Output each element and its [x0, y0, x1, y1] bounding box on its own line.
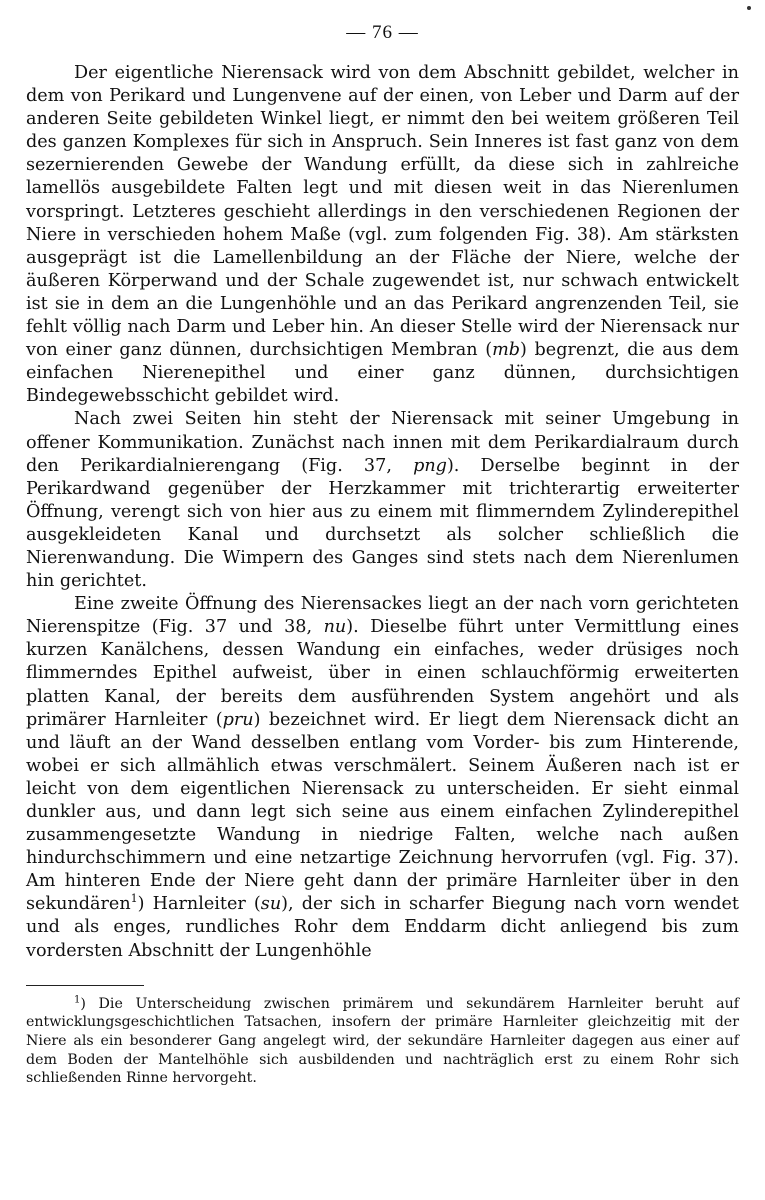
text-run: Eine zweite Öffnung des Nierensackes liegt an der nach vorn gerichteten Nierenspitze (Fig. 37 und 38, — [26, 594, 739, 638]
paragraph-2 — [26, 408, 739, 593]
footnote-divider — [26, 985, 144, 986]
page-number: — 76 — — [346, 22, 419, 43]
text-run: ), der sich in scharfer Biegung nach vorn wendet und als enges, rundliches Rohr dem Enddarm dicht anliegend bis zum vordersten Abschnitt der Lungenhöhle — [26, 894, 739, 961]
paragraph-3 — [26, 593, 739, 963]
text-run: ). Dieselbe führt unter Vermittlung eines kurzen Kanälchens, dessen Wandung ein einfaches, weder drüsiges noch flimmerndes Epithel aufweist, über in einen schlauchförmig erweiterten platten Kanal, der bereits dem ausführenden System angehört und als primärer Harnleiter ( — [26, 617, 739, 730]
text-run: ) Harnleiter ( — [137, 894, 261, 915]
figure-label: png — [413, 455, 447, 476]
text-run: ) bezeichnet wird. Er liegt dem Nierensack dicht an und läuft an der Wand desselben entlang vom Vorder- bis zum Hinterende, wobei er sich allmählich etwas verschmälert. Seinem Äußeren nach ist er leicht von dem eigentlichen Nierensack zu unterscheiden. Er sieht einmal dunkler aus, und dann legt sich seine aus einem einfachen Zylinderepithel zusammengesetzte Wandung in niedrige Falten, welche nach außen hindurchschimmern und eine netzartige Zeichnung hervorrufen (vgl. Fig. 37). Am hinteren Ende der Niere geht dann der primäre Harnleiter über in den sekundären — [26, 709, 739, 915]
figure-label: nu — [323, 617, 347, 638]
footnote-marker: 1 — [74, 993, 81, 1005]
footnote-reference: 1 — [130, 892, 138, 906]
figure-label: mb — [492, 340, 521, 361]
page-speck — [747, 6, 751, 10]
figure-label: su — [260, 894, 282, 915]
book-page — [26, 22, 739, 1088]
figure-label: pru — [222, 709, 254, 730]
text-run: ). Derselbe beginnt in der Perikardwand gegenüber der Herzkammer mit trichterartig erweiterter Öffnung, verengt sich von hier aus zu einem mit flimmerndem Zylinderepithel ausgekleideten Kanal und durchsetzt als solcher schließlich die Nierenwandung. Die Wimpern des Ganges sind stets nach dem Nierenlumen hin gerichtet. — [26, 455, 739, 592]
footnote — [26, 995, 739, 1089]
text-run: Nach zwei Seiten hin steht der Nierensack mit seiner Umgebung in offener Kommunikation. Zunächst nach innen mit dem Perikardialraum durch den Perikardialnierengang (Fig. 37, — [26, 409, 739, 476]
text-run: ) begrenzt, die aus dem einfachen Nierenepithel und einer ganz dünnen, durchsichtigen Bindegewebsschicht gebildet wird. — [26, 340, 739, 407]
text-run: Der eigentliche Nierensack wird von dem Abschnitt gebildet, welcher in dem von Perikard und Lungenvene auf der einen, von Leber und Darm auf der anderen Seite gebildeten Winkel liegt, er nimmt den bei weitem größeren Teil des ganzen Komplexes für sich in Anspruch. Sein Inneres ist fast ganz von dem sezernierenden Gewebe der Wandung erfüllt, da diese sich in zahlreiche lamellös ausgebildete Falten legt und mit diesen weit in das Nierenlumen vorspringt. Letzteres geschieht allerdings in den verschiedenen Regionen der Niere in verschieden hohem Maße (vgl. zum folgenden Fig. 38). Am stärksten ausgeprägt ist die Lamellenbildung an der Fläche der Niere, welche der äußeren Körperwand und der Schale zugewendet ist, nur schwach entwickelt ist sie in dem an die Lungenhöhle und an das Perikard angrenzenden Teil, sie fehlt völlig nach Darm und Leber hin. An dieser Stelle wird der Nierensack nur von einer ganz dünnen, durchsichtigen Membran ( — [26, 63, 739, 361]
footnote-text: ) Die Unterscheidung zwischen primärem und sekundärem Harnleiter beruht auf entwicklungsgeschichtlichen Tatsachen, insofern der primäre Harnleiter gleichzeitig mit der Niere als ein besonderer Gang angelegt wird, der sekundäre Harnleiter dagegen aus einer auf dem Boden der Mantelhöhle sich ausbildenden und nachträglich erst zu einem Rohr sich schließenden Rinne hervorgeht. — [26, 995, 739, 1087]
body-text — [26, 62, 739, 963]
paragraph-1 — [26, 62, 739, 408]
